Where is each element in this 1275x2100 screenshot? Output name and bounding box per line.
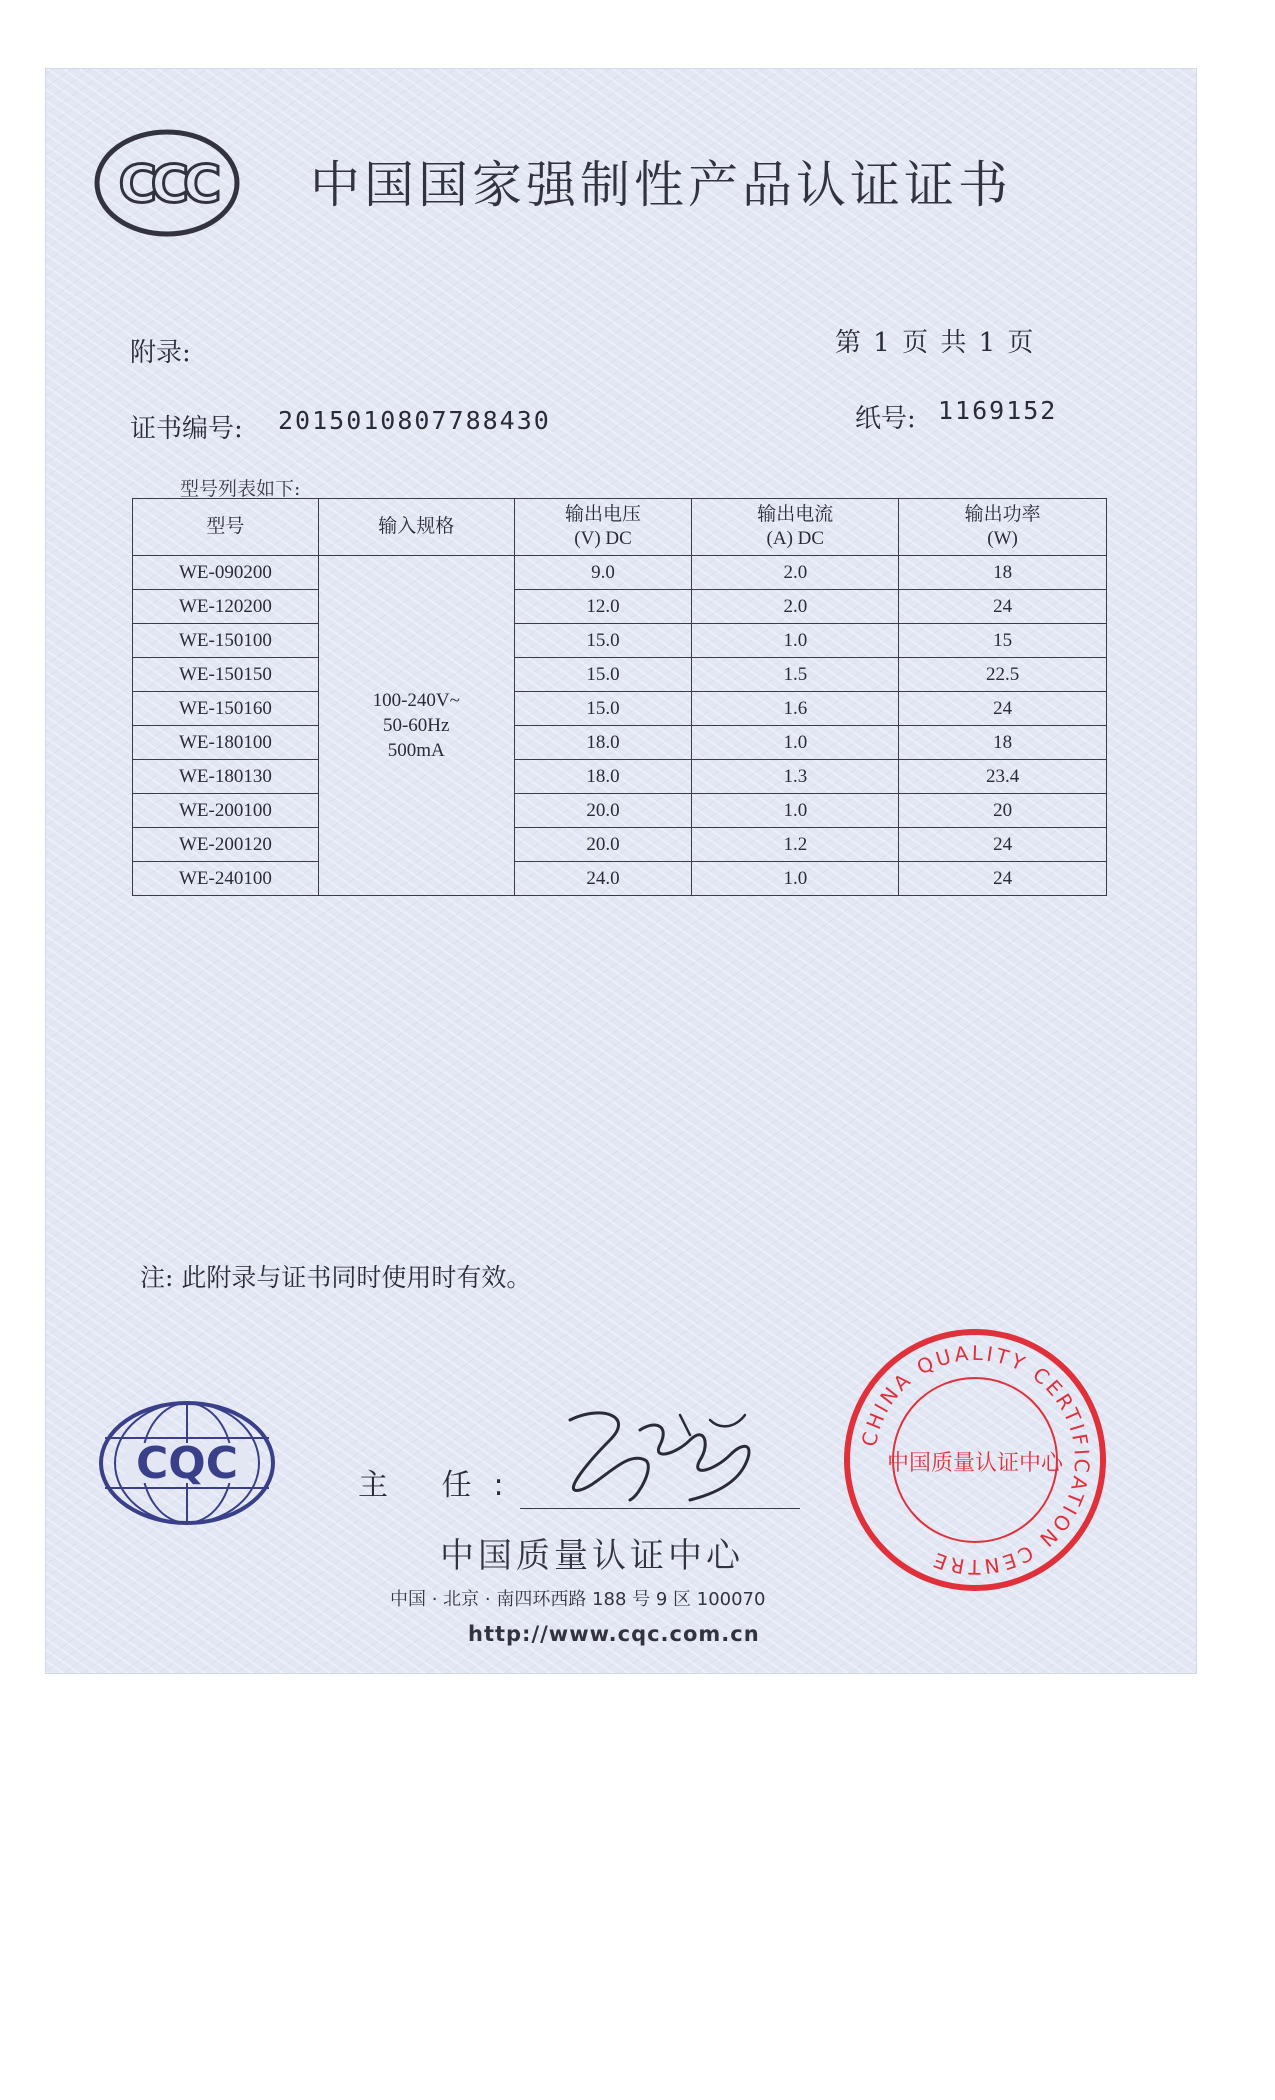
cell-model: WE-200100 <box>133 794 319 828</box>
table-row <box>133 658 1107 692</box>
header-output-current: 输出电流 (A) DC <box>692 499 899 556</box>
table-header-row <box>133 499 1107 556</box>
cqc-logo-text: CQC <box>136 1438 238 1489</box>
cell-model: WE-180100 <box>133 726 319 760</box>
model-table <box>132 498 1107 896</box>
cqc-logo-icon <box>95 1398 280 1528</box>
cell-output-voltage: 20.0 <box>514 794 692 828</box>
cell-output-power: 15 <box>899 624 1107 658</box>
certificate-title: 中国国家强制性产品认证证书 <box>310 156 1012 214</box>
cell-output-power: 24 <box>899 692 1107 726</box>
cell-output-current: 1.3 <box>692 760 899 794</box>
cell-output-current: 2.0 <box>692 556 899 590</box>
cell-model: WE-120200 <box>133 590 319 624</box>
cell-output-voltage: 15.0 <box>514 624 692 658</box>
cell-output-current: 1.0 <box>692 726 899 760</box>
header-output-power: 输出功率 (W) <box>899 499 1107 556</box>
table-row <box>133 760 1107 794</box>
cell-output-voltage: 24.0 <box>514 862 692 896</box>
table-row <box>133 828 1107 862</box>
appendix-label: 附录: <box>130 338 191 368</box>
signature-line <box>520 1508 800 1509</box>
cell-output-power: 24 <box>899 862 1107 896</box>
organization-address: 中国 · 北京 · 南四环西路 188 号 9 区 100070 <box>390 1589 766 1610</box>
cell-output-power: 18 <box>899 556 1107 590</box>
cell-output-current: 1.0 <box>692 624 899 658</box>
cell-model: WE-200120 <box>133 828 319 862</box>
header-input-spec: 输入规格 <box>318 499 514 556</box>
cell-model: WE-180130 <box>133 760 319 794</box>
organization-website: http://www.cqc.com.cn <box>468 1622 760 1646</box>
ccc-logo-text: CCC <box>118 155 216 215</box>
table-row <box>133 556 1107 590</box>
cell-output-current: 1.6 <box>692 692 899 726</box>
cell-output-voltage: 9.0 <box>514 556 692 590</box>
cell-output-voltage: 15.0 <box>514 658 692 692</box>
paper-number-value: 1169152 <box>938 396 1058 425</box>
cell-output-power: 22.5 <box>899 658 1107 692</box>
cell-output-current: 1.2 <box>692 828 899 862</box>
cert-number-value: 2015010807788430 <box>278 406 551 435</box>
official-seal-icon <box>840 1325 1110 1595</box>
director-label: 主 任: <box>358 1468 526 1503</box>
cell-output-voltage: 15.0 <box>514 692 692 726</box>
table-row <box>133 794 1107 828</box>
cell-model: WE-150100 <box>133 624 319 658</box>
cell-output-power: 18 <box>899 726 1107 760</box>
cell-output-voltage: 12.0 <box>514 590 692 624</box>
table-row <box>133 624 1107 658</box>
table-row <box>133 862 1107 896</box>
header-output-voltage: 输出电压 (V) DC <box>514 499 692 556</box>
cell-output-power: 23.4 <box>899 760 1107 794</box>
table-row <box>133 726 1107 760</box>
cert-number-label: 证书编号: <box>130 414 243 444</box>
cell-output-current: 1.0 <box>692 794 899 828</box>
table-row <box>133 692 1107 726</box>
cell-input-spec: 100-240V~ 50-60Hz 500mA <box>318 556 514 896</box>
table-row <box>133 590 1107 624</box>
cell-output-voltage: 18.0 <box>514 726 692 760</box>
director-signature-icon <box>540 1400 780 1510</box>
cell-output-current: 1.0 <box>692 862 899 896</box>
table-caption: 型号列表如下: <box>180 478 301 500</box>
cell-model: WE-090200 <box>133 556 319 590</box>
cell-output-voltage: 18.0 <box>514 760 692 794</box>
cell-model: WE-150160 <box>133 692 319 726</box>
paper-number-label: 纸号: <box>855 404 916 434</box>
header-model: 型号 <box>133 499 319 556</box>
seal-outer-text: CHINA QUALITY CERTIFICATION CENTRE <box>856 1340 1095 1580</box>
cell-output-power: 24 <box>899 590 1107 624</box>
cell-output-power: 20 <box>899 794 1107 828</box>
seal-inner-text: 中国质量认证中心 <box>886 1451 1064 1476</box>
cell-output-current: 2.0 <box>692 590 899 624</box>
cell-model: WE-240100 <box>133 862 319 896</box>
cell-output-current: 1.5 <box>692 658 899 692</box>
validity-note: 注: 此附录与证书同时使用时有效。 <box>140 1263 532 1292</box>
organization-name: 中国质量认证中心 <box>440 1536 744 1576</box>
cell-output-voltage: 20.0 <box>514 828 692 862</box>
ccc-logo-icon <box>92 128 242 238</box>
page-info: 第 1 页 共 1 页 <box>835 328 1036 358</box>
cell-output-power: 24 <box>899 828 1107 862</box>
cell-model: WE-150150 <box>133 658 319 692</box>
